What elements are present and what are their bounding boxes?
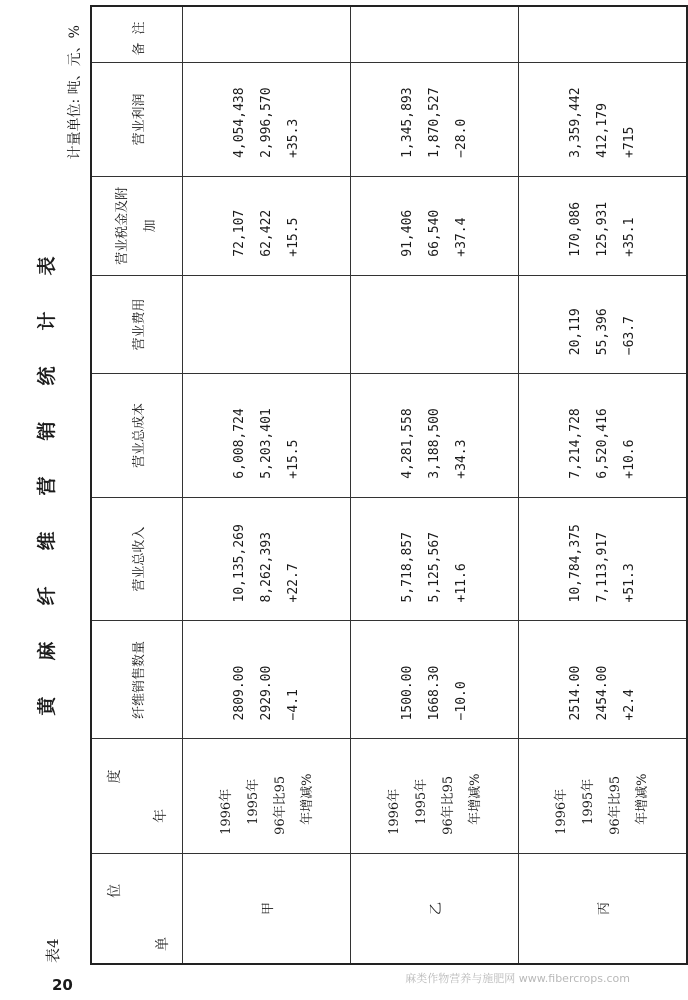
unit-cell: 丙 xyxy=(519,853,687,964)
title-char: 计 xyxy=(36,309,58,331)
cell-value: 5,125,567 xyxy=(427,532,442,603)
cost-cell xyxy=(183,374,351,497)
table-label: 表4 xyxy=(44,938,62,963)
revenue-cell xyxy=(519,497,687,621)
year-line: 1995年 xyxy=(245,778,261,825)
title-char: 营 xyxy=(36,474,58,496)
header-unit-char-2: 位 xyxy=(107,883,123,898)
cell-value: −10.0 xyxy=(454,681,469,721)
year-line: 96年比95 xyxy=(440,775,456,835)
year-line: 1996年 xyxy=(554,788,570,835)
watermark-text: 麻类作物营养与施肥网 www.fibercrops.com xyxy=(405,972,630,985)
unit-cell: 乙 xyxy=(351,853,519,964)
year-line: 年增减% xyxy=(299,773,315,825)
header-year-char-2: 度 xyxy=(107,769,123,784)
cell-value: +15.5 xyxy=(286,439,301,479)
profit-cell xyxy=(183,63,351,177)
year-line: 1996年 xyxy=(386,788,402,835)
fiber-sales-cell xyxy=(183,621,351,739)
year-cell xyxy=(519,739,687,853)
cell-value: 5,203,401 xyxy=(259,408,274,479)
cell-value: 20,119 xyxy=(567,308,583,356)
cell-value: 55,396 xyxy=(594,308,610,356)
cell-value: 72,107 xyxy=(232,209,247,257)
cell-value: 1500.00 xyxy=(400,665,415,721)
cell-value: 1,870,527 xyxy=(427,87,442,158)
revenue-cell xyxy=(183,497,351,621)
cell-value: +2.4 xyxy=(621,689,637,721)
header-fiber-sales: 纤维销售数量 xyxy=(91,621,183,739)
cell-value: 3,188,500 xyxy=(427,408,442,479)
title-char: 表 xyxy=(36,254,58,276)
year-line: 96年比95 xyxy=(608,775,624,835)
year-line: 年增减% xyxy=(467,773,483,825)
cell-value: 3,359,442 xyxy=(567,87,583,158)
cell-value: +34.3 xyxy=(454,439,469,479)
fiber-sales-cell xyxy=(519,621,687,739)
cell-value: 6,008,724 xyxy=(232,408,247,479)
cell-value: 10,784,375 xyxy=(567,524,583,603)
table-row xyxy=(519,6,687,964)
title-char: 统 xyxy=(36,364,58,386)
header-year-char-1: 年 xyxy=(153,808,169,823)
cell-value: +715 xyxy=(621,126,637,158)
table-title xyxy=(32,5,59,965)
cost-cell xyxy=(351,374,519,497)
header-remark: 备注 xyxy=(91,6,183,63)
cell-value: 2809.00 xyxy=(232,665,247,721)
table-row xyxy=(351,6,519,964)
cell-value: 8,262,393 xyxy=(259,532,274,603)
unit-cell: 甲 xyxy=(183,853,351,964)
cell-value: 7,113,917 xyxy=(594,532,610,603)
year-cell xyxy=(183,739,351,853)
year-line: 1995年 xyxy=(413,778,429,825)
header-profit: 营业利润 xyxy=(91,63,183,177)
page-number: 20 xyxy=(52,976,73,994)
cost-cell xyxy=(519,374,687,497)
cell-value: −63.7 xyxy=(621,316,637,356)
profit-cell xyxy=(519,63,687,177)
header-year xyxy=(91,739,183,853)
cell-value: 2454.00 xyxy=(594,665,610,721)
header-tax: 营业税金及附加 xyxy=(91,176,183,275)
header-cost: 营业总成本 xyxy=(91,374,183,497)
cell-value: 125,931 xyxy=(594,201,610,257)
title-char: 维 xyxy=(36,529,58,551)
tax-cell xyxy=(351,176,519,275)
title-char: 纤 xyxy=(36,584,58,606)
header-row xyxy=(91,6,183,964)
cell-value: +35.3 xyxy=(286,118,301,158)
cell-value: 5,718,857 xyxy=(400,532,415,603)
cell-value: 91,406 xyxy=(400,209,415,257)
year-cell xyxy=(351,739,519,853)
cell-value: 2514.00 xyxy=(567,665,583,721)
expense-cell xyxy=(351,275,519,374)
cell-value: +10.6 xyxy=(621,439,637,479)
profit-cell xyxy=(351,63,519,177)
revenue-cell xyxy=(351,497,519,621)
expense-cell xyxy=(183,275,351,374)
cell-value: 170,086 xyxy=(567,201,583,257)
unit-note: 计量单位: 吨、元、% xyxy=(67,25,83,160)
remark-cell xyxy=(351,6,519,63)
cell-value: 412,179 xyxy=(594,103,610,158)
year-line: 1995年 xyxy=(581,778,597,825)
header-unit xyxy=(91,853,183,964)
title-char: 黄 xyxy=(36,694,58,716)
cell-value: 4,054,438 xyxy=(232,87,247,158)
expense-cell xyxy=(519,275,687,374)
sales-statistics-table xyxy=(90,5,688,965)
cell-value: +35.1 xyxy=(621,217,637,257)
cell-value: +15.5 xyxy=(286,217,301,257)
cell-value: +11.6 xyxy=(454,563,469,603)
header-revenue: 营业总收入 xyxy=(91,497,183,621)
cell-value: 7,214,728 xyxy=(567,408,583,479)
year-line: 年增减% xyxy=(635,773,651,825)
table-row xyxy=(183,6,351,964)
cell-value: 2929.00 xyxy=(259,665,274,721)
cell-value: 1668.30 xyxy=(427,665,442,721)
cell-value: +22.7 xyxy=(286,563,301,603)
title-char: 麻 xyxy=(36,639,58,661)
cell-value: −4.1 xyxy=(286,689,301,721)
cell-value: 2,996,570 xyxy=(259,87,274,158)
header-expense: 营业费用 xyxy=(91,275,183,374)
year-line: 96年比95 xyxy=(272,775,288,835)
cell-value: +51.3 xyxy=(621,563,637,603)
fiber-sales-cell xyxy=(351,621,519,739)
cell-value: 66,540 xyxy=(427,209,442,257)
title-char: 销 xyxy=(36,419,58,441)
cell-value: 4,281,558 xyxy=(400,408,415,479)
cell-value: 62,422 xyxy=(259,209,274,257)
remark-cell xyxy=(519,6,687,63)
year-line: 1996年 xyxy=(218,788,234,835)
tax-cell xyxy=(183,176,351,275)
cell-value: 10,135,269 xyxy=(232,524,247,603)
cell-value: −28.0 xyxy=(454,118,469,158)
header-unit-char-1: 单 xyxy=(155,937,171,951)
cell-value: 1,345,893 xyxy=(400,87,415,158)
cell-value: 6,520,416 xyxy=(594,408,610,479)
tax-cell xyxy=(519,176,687,275)
rotated-page-content xyxy=(30,5,651,965)
remark-cell xyxy=(183,6,351,63)
cell-value: +37.4 xyxy=(454,217,469,257)
